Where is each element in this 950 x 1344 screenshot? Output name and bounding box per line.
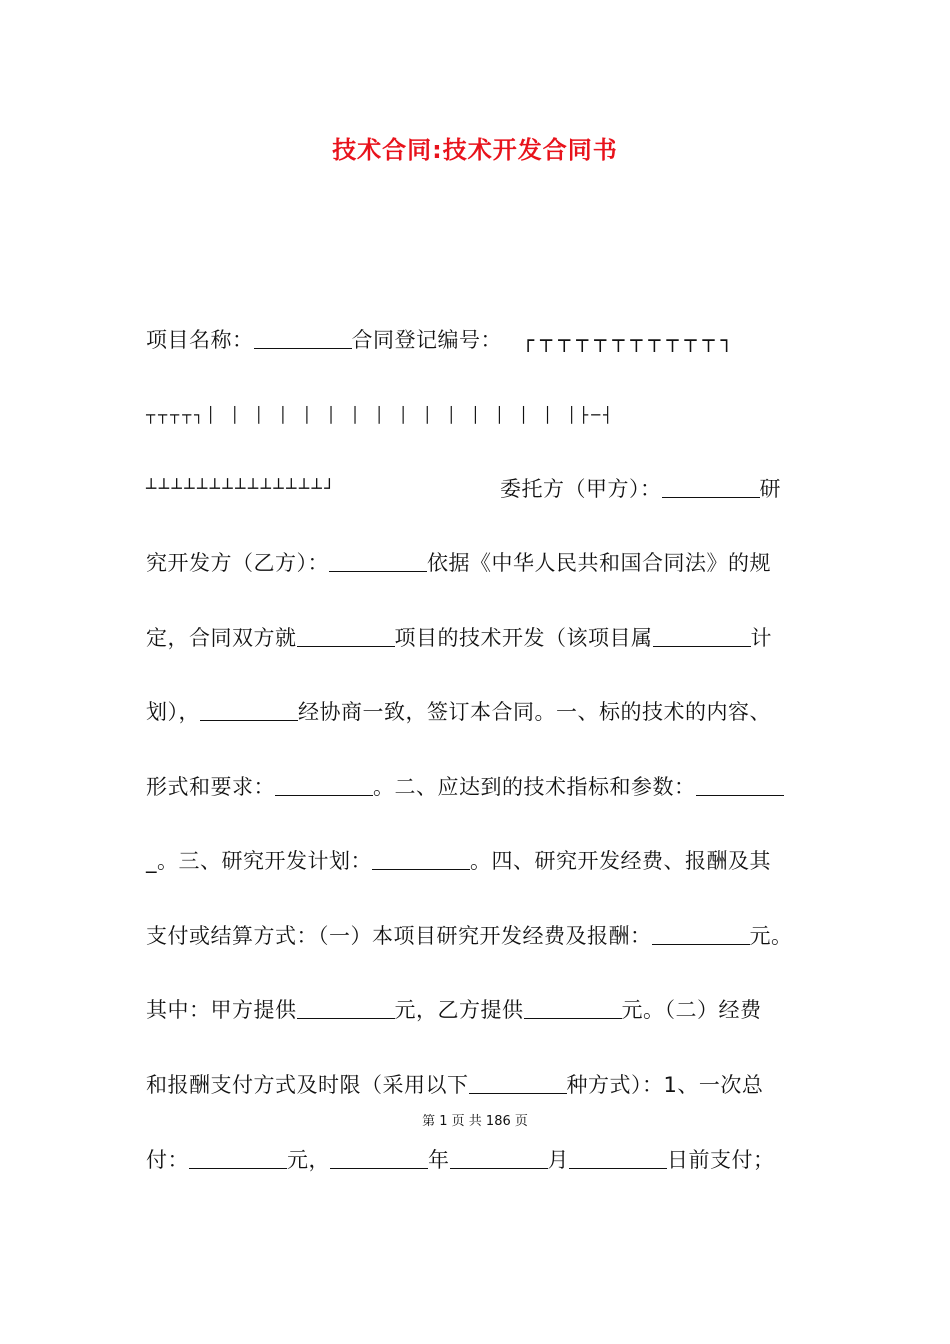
text-line-9: [146, 921, 810, 951]
text-fragment: 年: [428, 1148, 450, 1172]
text-fragment: 付：: [146, 1148, 189, 1172]
lump-sum-amount-blank[interactable]: [189, 1146, 287, 1169]
text-fragment: _。三、研究开发计划：: [146, 849, 372, 873]
text-fragment: 和报酬支付方式及时限（采用以下: [146, 1073, 469, 1097]
document-title: 技术合同:技术开发合同书: [332, 136, 618, 164]
party-a-amount-blank[interactable]: [297, 996, 395, 1019]
text-fragment: 定，合同双方就: [146, 626, 297, 650]
registration-grid-row-3: ┴┴┴┴┴┴┴┴┴┴┴┴┴┴┘: [146, 479, 338, 499]
month-blank[interactable]: [450, 1146, 548, 1169]
text-line-8: [146, 846, 810, 876]
text-fragment: 经协商一致，签订本合同。一、标的技术的内容、: [298, 700, 771, 724]
party-a-label: 委托方（甲方）：: [500, 477, 662, 501]
payment-method-blank[interactable]: [469, 1071, 567, 1094]
text-fragment: 其中：甲方提供: [146, 998, 297, 1022]
text-fragment: 元。（二）经费: [621, 998, 762, 1022]
text-fragment: 种方式）：1、一次总: [566, 1073, 764, 1097]
text-fragment: 月: [547, 1148, 569, 1172]
text-fragment: 元。: [749, 924, 793, 948]
text-fragment: 研: [759, 477, 781, 501]
text-line-12: [146, 1145, 810, 1175]
party-b-blank[interactable]: [329, 549, 427, 572]
text-line-5: [146, 623, 810, 653]
page-number: 第 1 页 共 186 页: [422, 1114, 528, 1129]
registration-grid-row-1: ┌┬┬┬┬┬┬┬┬┬┬┐: [522, 328, 739, 352]
text-line-3: [500, 474, 810, 504]
project-name-blank[interactable]: [254, 326, 352, 349]
plan-blank[interactable]: [653, 624, 751, 647]
text-line-11: [146, 1070, 810, 1100]
day-blank[interactable]: [569, 1146, 667, 1169]
text-fragment: 支付或结算方式：（一）本项目研究开发经费及报酬：: [146, 924, 652, 948]
text-fragment: 计: [750, 626, 772, 650]
text-fragment: 依据《中华人民共和国合同法》的规: [427, 551, 771, 575]
text-fragment: 元，: [287, 1148, 330, 1172]
party-a-blank[interactable]: [662, 475, 760, 498]
year-blank[interactable]: [330, 1146, 428, 1169]
total-funding-blank[interactable]: [652, 922, 750, 945]
plan-schedule-blank[interactable]: [372, 847, 470, 870]
text-fragment: 项目的技术开发（该项目属: [394, 626, 653, 650]
text-fragment: 元，乙方提供: [394, 998, 524, 1022]
text-line-6: [146, 697, 810, 727]
project-name-label: 项目名称：: [146, 328, 254, 352]
text-fragment: 划），: [146, 700, 200, 724]
registration-number-label: 合同登记编号：: [351, 328, 502, 352]
text-line-4: [146, 548, 810, 578]
text-fragment: 。二、应达到的技术指标和参数：: [373, 775, 696, 799]
party-b-amount-blank[interactable]: [524, 996, 622, 1019]
project-blank[interactable]: [297, 624, 395, 647]
text-fragment: 形式和要求：: [146, 775, 275, 799]
party-b-label: 究开发方（乙方）：: [146, 551, 329, 575]
parameters-blank[interactable]: [696, 773, 784, 796]
registration-grid-row-2: ┬┬┬┬┐│ │ │ │ │ │ │ │ │ │ │ │ │ │ │ │├─┤: [146, 406, 616, 424]
requirements-blank[interactable]: [275, 773, 373, 796]
consultation-blank[interactable]: [200, 698, 298, 721]
text-fragment: 日前支付；: [667, 1148, 775, 1172]
text-fragment: 。四、研究开发经费、报酬及其: [470, 849, 771, 873]
text-line-10: [146, 995, 810, 1025]
text-line-7: [146, 772, 810, 802]
